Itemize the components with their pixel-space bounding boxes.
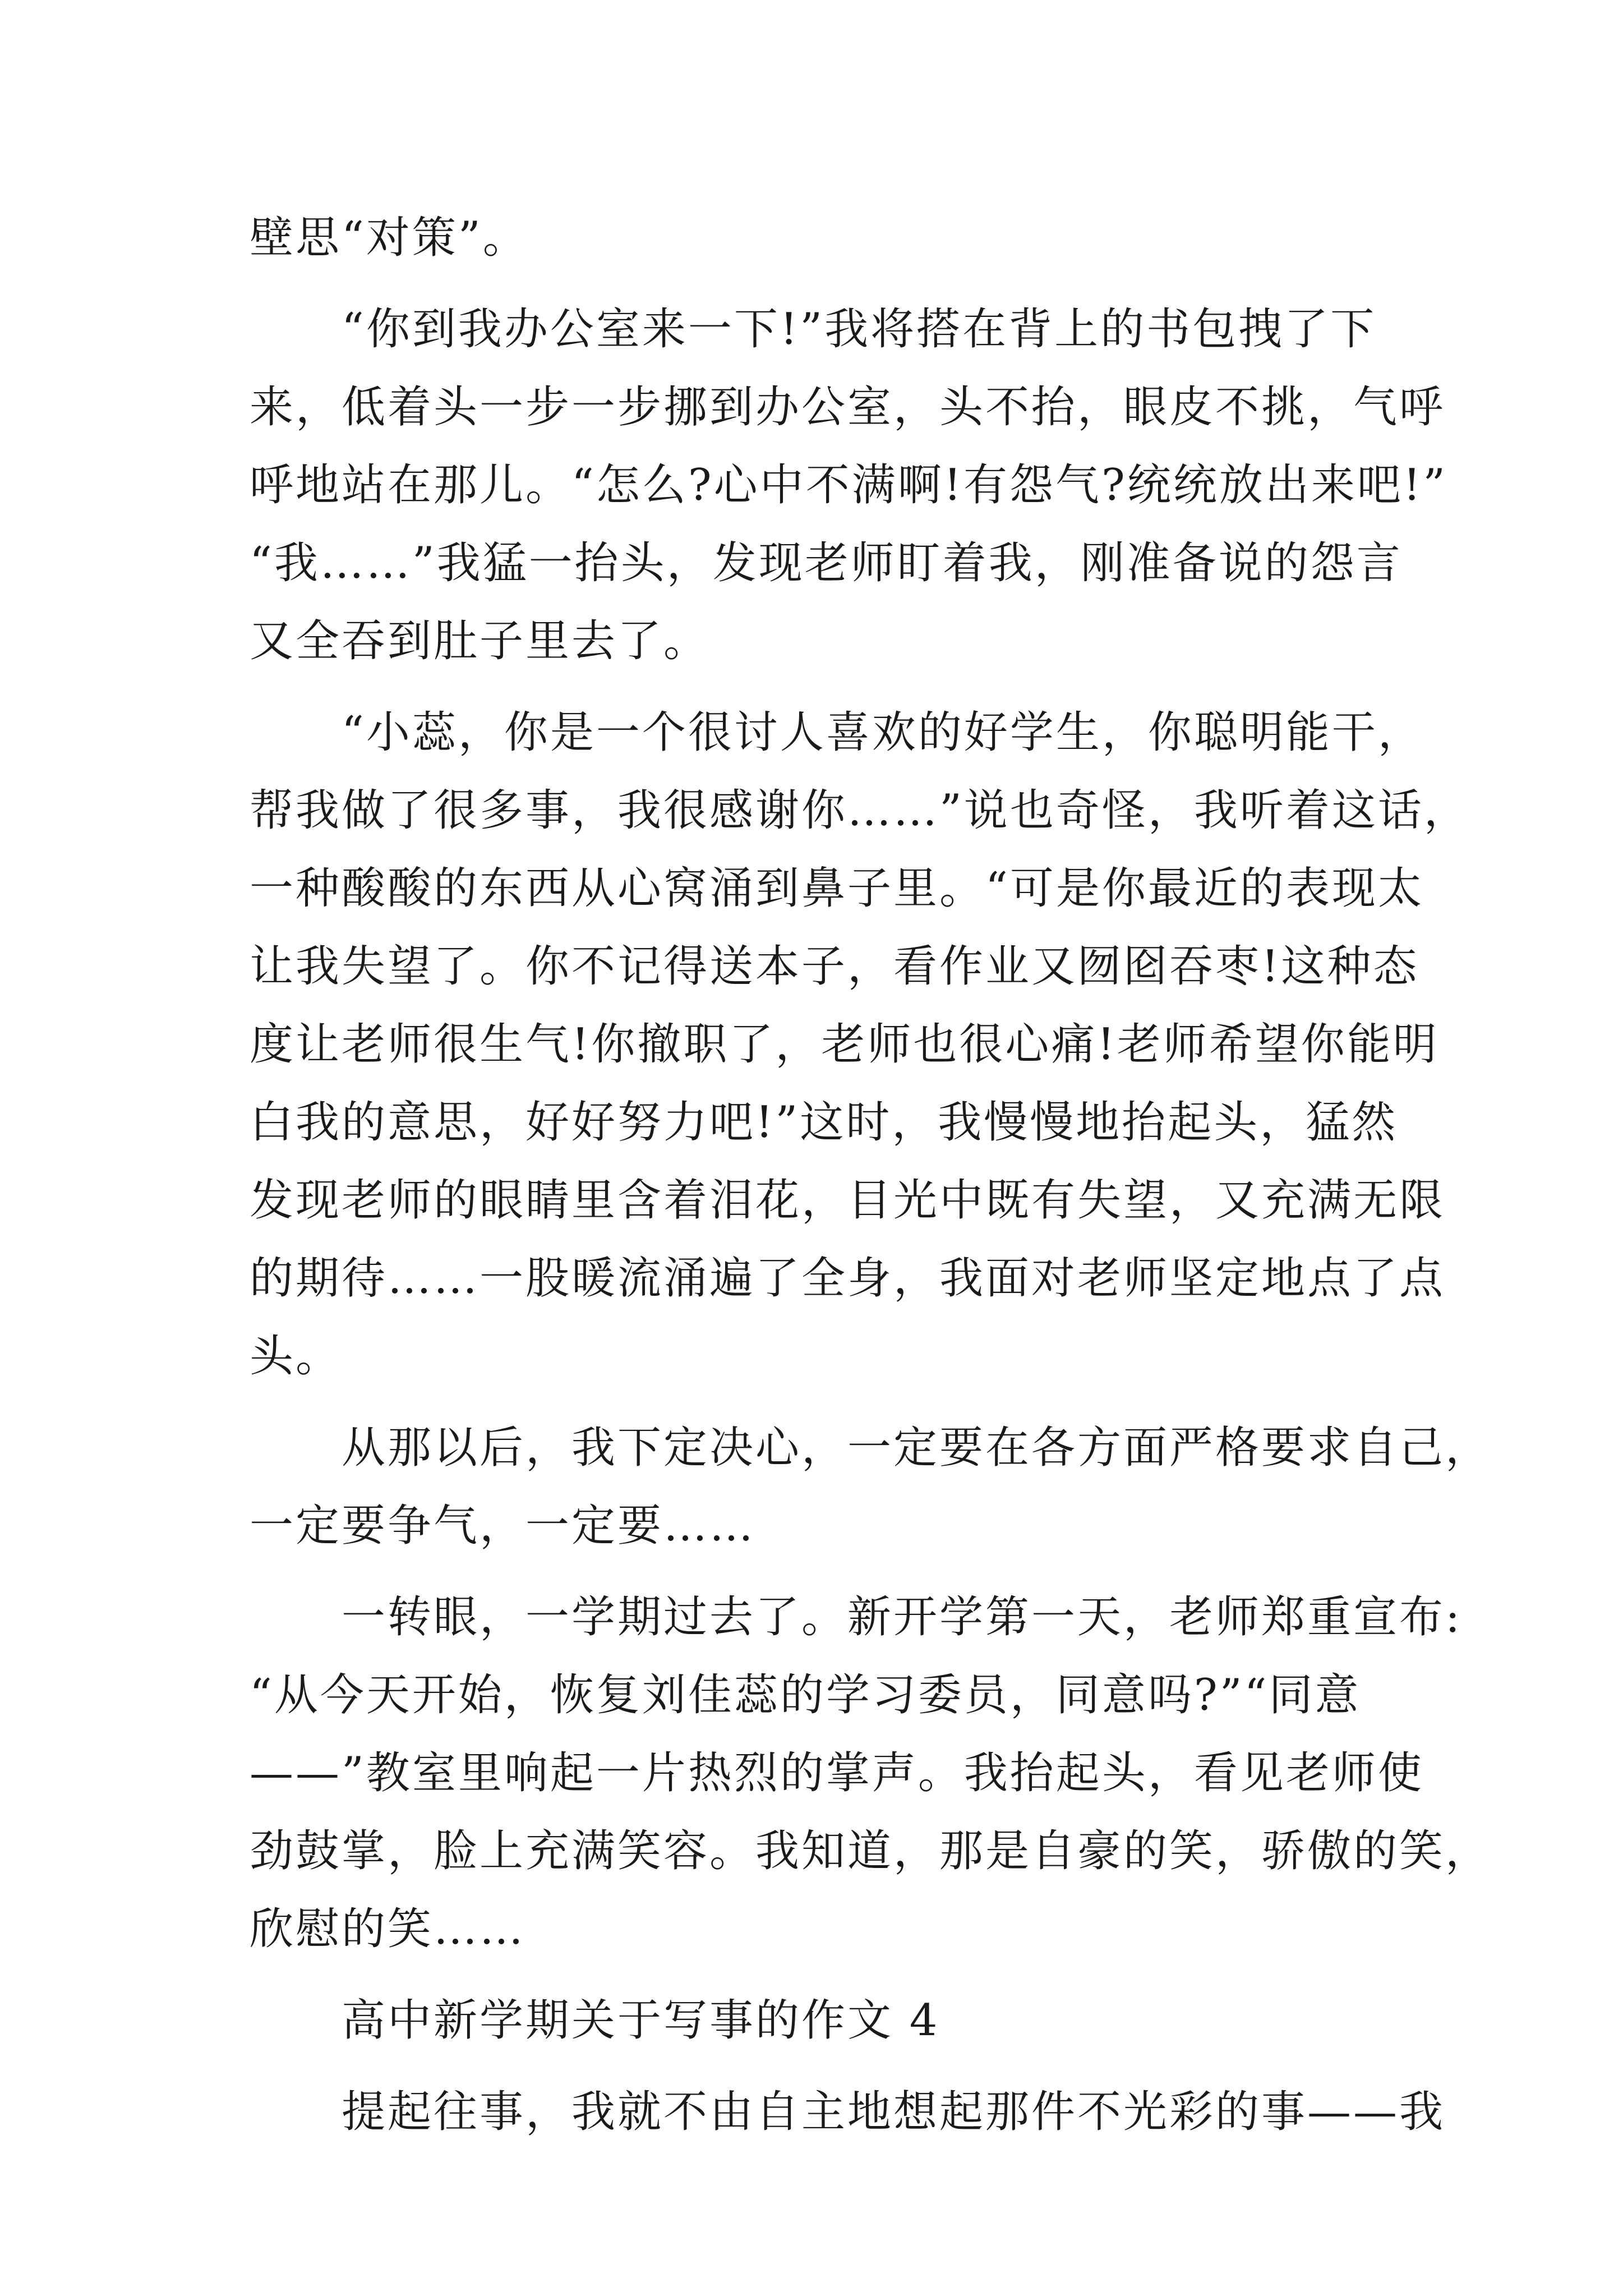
text-line: 从那以后，我下定决心，一定要在各方面严格要求自己， (250, 1423, 1492, 1473)
paragraph-gap (250, 680, 1382, 694)
text-line: 来，低着头一步一步挪到办公室，头不抬，眼皮不挑，气呼 (250, 382, 1446, 432)
text-line: “你到我办公室来一下!”我将搭在背上的书包拽了下 (250, 304, 1377, 355)
paragraph-gap (250, 277, 1382, 291)
paragraph-gap (250, 1968, 1382, 1982)
text-line: 劲鼓掌，脸上充满笑容。我知道，那是自豪的笑，骄傲的笑， (250, 1826, 1492, 1876)
text-line: 一转眼，一学期过去了。新开学第一天，老师郑重宣布: (250, 1592, 1463, 1642)
text-line: 一种酸酸的东西从心窝涌到鼻子里。“可是你最近的表现太 (250, 863, 1424, 914)
text-line: 壁思“对策”。 (250, 213, 529, 263)
text-line: 提起往事，我就不由自主地想起那件不光彩的事——我 (250, 2087, 1446, 2137)
paragraph-gap (250, 2060, 1382, 2073)
text-line: 头。 (250, 1331, 342, 1382)
section-heading: 高中新学期关于写事的作文 4 (250, 1995, 940, 2046)
text-line: 又全吞到肚子里去了。 (250, 616, 710, 666)
text-line: “小蕊，你是一个很讨人喜欢的好学生，你聪明能干， (250, 707, 1424, 758)
text-line: 发现老师的眼睛里含着泪花，目光中既有失望，又充满无限 (250, 1175, 1446, 1226)
text-line: 白我的意思，好好努力吧!”这时，我慢慢地抬起头，猛然 (250, 1097, 1398, 1148)
text-line: 让我失望了。你不记得送本子，看作业又囫囵吞枣!这种态 (250, 941, 1419, 992)
text-line: 度让老师很生气!你撤职了，老师也很心痛!老师希望你能明 (250, 1019, 1439, 1070)
document-body (250, 199, 1492, 2151)
text-line: “我……”我猛一抬头，发现老师盯着我，刚准备说的怨言 (250, 538, 1403, 588)
text-line: 呼地站在那儿。“怎么?心中不满啊!有怨气?统统放出来吧!” (250, 460, 1448, 510)
text-line: 帮我做了很多事，我很感谢你……”说也奇怪，我听着这话， (250, 785, 1470, 836)
text-line: 的期待……一股暖流涌遍了全身，我面对老师坚定地点了点 (250, 1253, 1446, 1304)
text-line: 欣慰的笑…… (250, 1904, 526, 1954)
text-line: ——”教室里响起一片热烈的掌声。我抬起头，看见老师使 (250, 1748, 1424, 1798)
text-line: 一定要争气，一定要…… (250, 1501, 756, 1551)
paragraph-gap (250, 1565, 1382, 1579)
paragraph-gap (250, 1396, 1382, 1409)
text-line: “从今天开始，恢复刘佳蕊的学习委员，同意吗?”“同意 (250, 1670, 1361, 1720)
